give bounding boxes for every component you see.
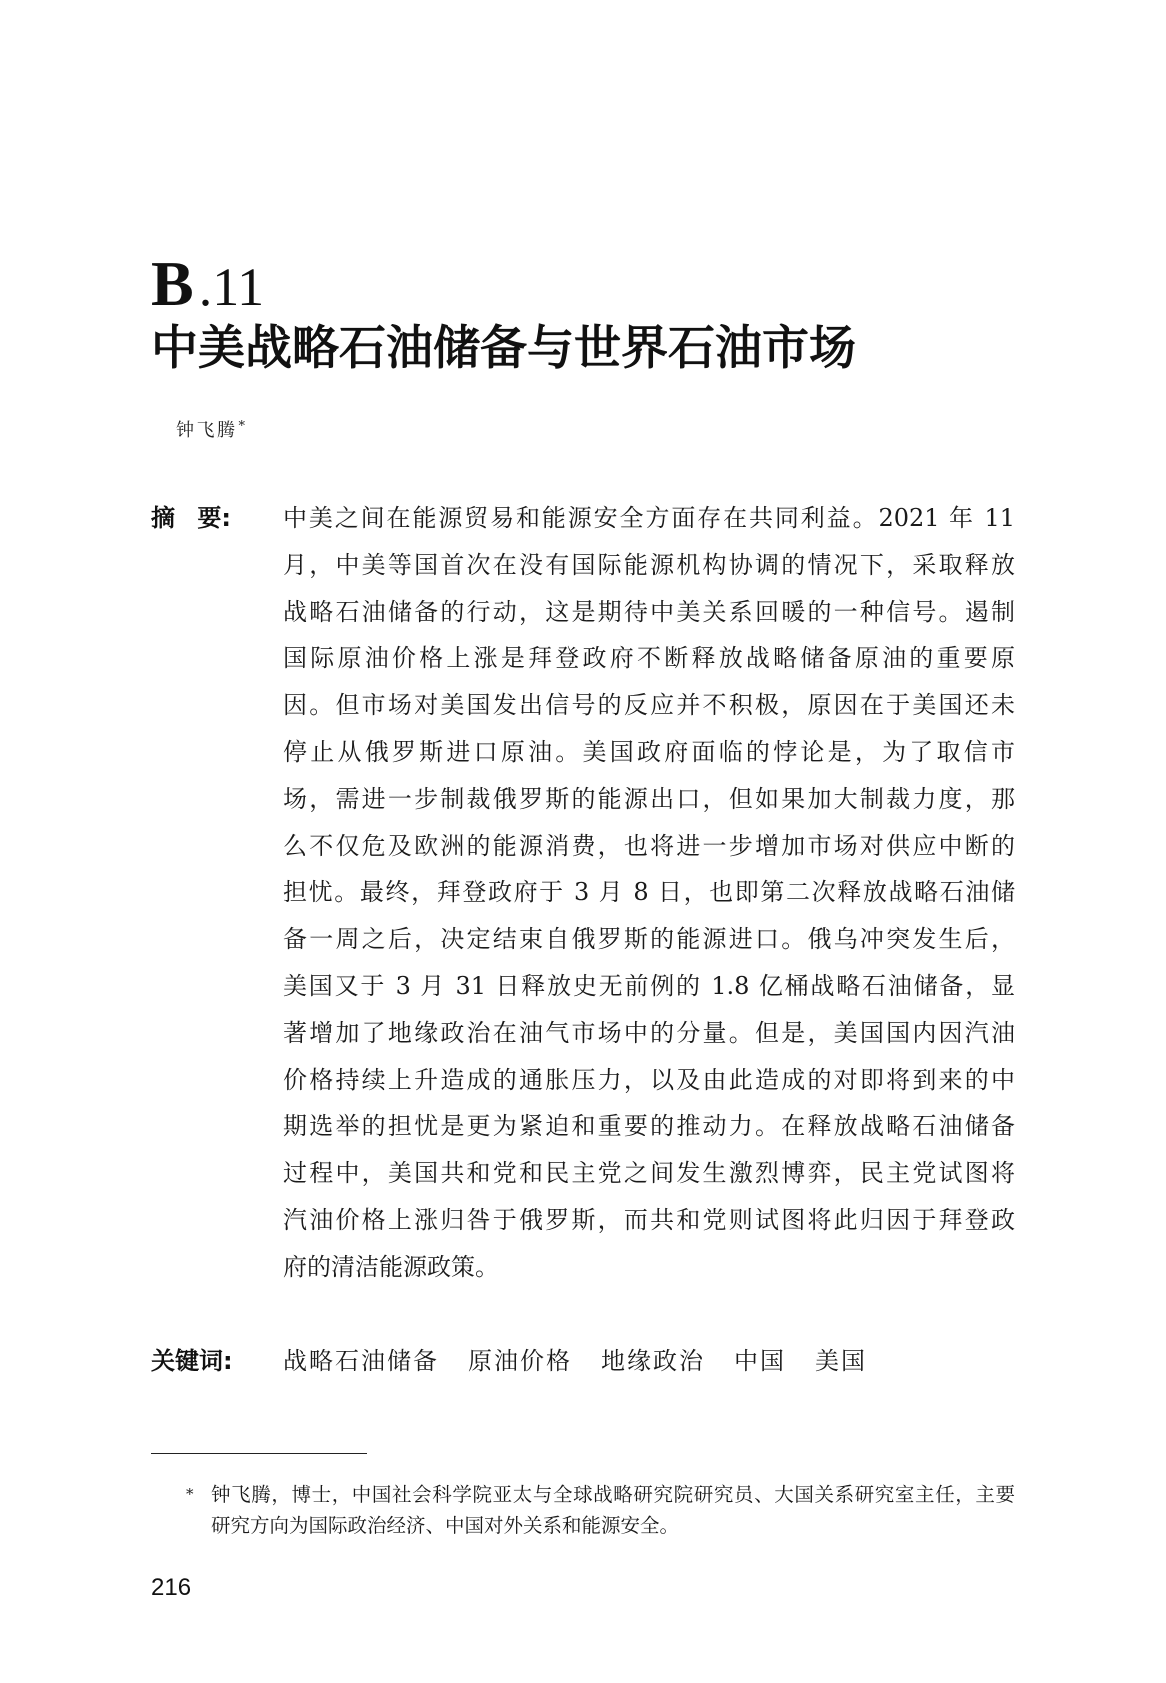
keyword-item: 原油价格 <box>468 1347 572 1375</box>
abstract-text <box>283 495 1015 1291</box>
abstract-line: 期选举的担忧是更为紧迫和重要的推动力。在释放战略石油储备 <box>283 1112 1015 1141</box>
abstract-line: 担忧。最终，拜登政府于 3 月 8 日，也即第二次释放战略石油储 <box>283 878 1015 907</box>
abstract-line: 美国又于 3 月 31 日释放史无前例的 1.8 亿桶战略石油储备，显 <box>283 971 1015 1000</box>
keyword-item: 美国 <box>815 1347 867 1375</box>
abstract-line: 著增加了地缘政治在油气市场中的分量。但是，美国国内因汽油 <box>283 1018 1015 1047</box>
section-number-suffix: .11 <box>198 257 265 317</box>
abstract-line: 国际原油价格上涨是拜登政府不断释放战略储备原油的重要原 <box>283 644 1015 673</box>
abstract-line: 价格持续上升造成的通胀压力，以及由此造成的对即将到来的中 <box>283 1065 1015 1094</box>
keywords-list <box>283 1338 867 1384</box>
section-number <box>151 248 265 319</box>
page-number: 216 <box>151 1574 192 1601</box>
footnote-mark: * <box>186 1485 194 1503</box>
abstract-line: 备一周之后，决定结束自俄罗斯的能源进口。俄乌冲突发生后， <box>283 925 1015 954</box>
keyword-item: 中国 <box>734 1347 786 1375</box>
abstract-line: 过程中，美国共和党和民主党之间发生激烈博弈，民主党试图将 <box>283 1159 1015 1188</box>
abstract-line: 场，需进一步制裁俄罗斯的能源出口，但如果加大制裁力度，那 <box>283 784 1015 813</box>
abstract-line: 中美之间在能源贸易和能源安全方面存在共同利益。2021 年 11 <box>283 504 1015 532</box>
footnote-line: 钟飞腾，博士，中国社会科学院亚太与全球战略研究院研究员、大国关系研究室主任，主要 <box>211 1483 1015 1506</box>
footnote-line: 研究方向为国际政治经济、中国对外关系和能源安全。 <box>211 1514 680 1537</box>
author-name: 钟飞腾 <box>176 420 238 441</box>
abstract-line: 汽油价格上涨归咎于俄罗斯，而共和党则试图将此归因于拜登政 <box>283 1205 1015 1234</box>
keywords-label: 关键词: <box>151 1347 233 1375</box>
abstract-line: 战略石油储备的行动，这是期待中美关系回暖的一种信号。遏制 <box>283 597 1015 626</box>
chapter-title: 中美战略石油储备与世界石油市场 <box>151 321 856 376</box>
section-prefix: B <box>151 248 193 319</box>
footnote <box>211 1479 1015 1541</box>
author <box>176 414 245 444</box>
abstract-line: 么不仅危及欧洲的能源消费，也将进一步增加市场对供应中断的 <box>283 831 1015 860</box>
author-footnote-mark: * <box>238 419 245 434</box>
abstract-line: 府的清洁能源政策。 <box>283 1252 499 1281</box>
abstract-line: 月，中美等国首次在没有国际能源机构协调的情况下，采取释放 <box>283 550 1015 579</box>
abstract-line: 因。但市场对美国发出信号的反应并不积极，原因在于美国还未 <box>283 691 1015 720</box>
footnote-rule <box>151 1453 367 1454</box>
keyword-item: 地缘政治 <box>601 1347 705 1375</box>
abstract-line: 停止从俄罗斯进口原油。美国政府面临的悖论是，为了取信市 <box>283 737 1015 766</box>
keyword-item: 战略石油储备 <box>283 1347 439 1375</box>
abstract-label: 摘 要: <box>151 504 231 532</box>
